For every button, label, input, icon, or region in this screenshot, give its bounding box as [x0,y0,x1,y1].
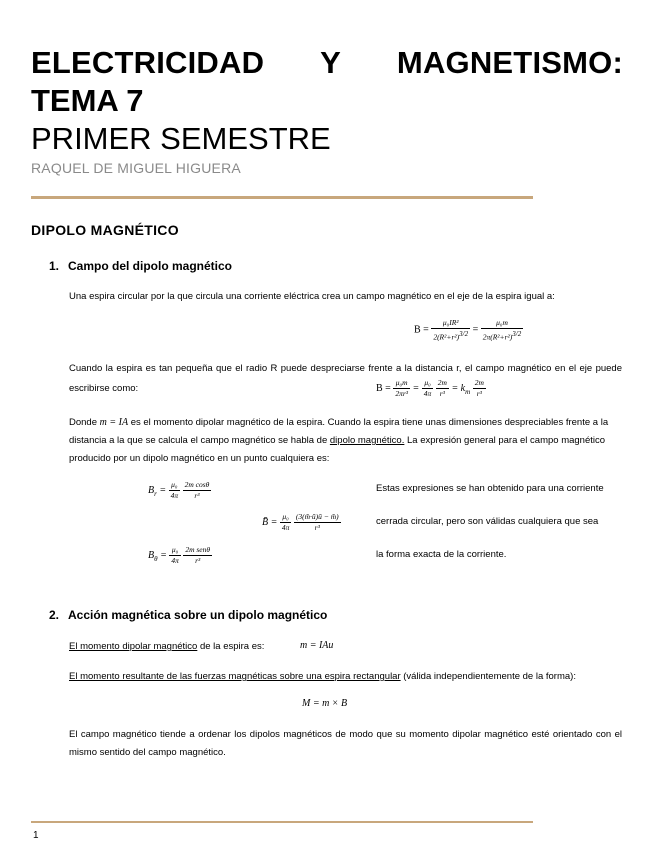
formula-torque: M = m × B [302,698,348,709]
formula-b-vector: B̄ = $\frac{\text{μ₀}}{4\pi}$ $\frac{(3(m̄\cdot ū)ū - m̄)}{\text{r³}}$ [262,512,339,532]
note-line-3: la forma exacta de la corriente. [376,549,507,560]
page-number: 1 [33,830,39,841]
sec2-heading: Acción magnética sobre un dipolo magnético [68,608,328,622]
header-divider [31,196,533,199]
document-title-line1 [31,44,623,82]
sec2-line-2 [69,668,576,686]
title-word-2: Y [320,45,341,80]
note-line-1: Estas expresiones se han obtenido para una corriente [376,483,604,494]
section-title: DIPOLO MAGNÉTICO [31,222,179,238]
formula-dipole-axis-field: B = $\frac{\text{μ₀m}}{\text{2πr³}}$ = $\frac{\text{μ₀}}{4\pi}$ $\frac{2m}{\text{r³}}$ = $k_m$ $\frac{2m}{\text{r³}}$ [376,378,484,398]
sec1-paragraph-2a: Cuando la espira es tan pequeña que el radio R puede despreciarse frente a la distancia r, el campo magnético en el eje puede [69,363,622,374]
author-name: RAQUEL DE MIGUEL HIGUERA [31,160,241,176]
document-subtitle: PRIMER SEMESTRE [31,121,331,156]
sec1-heading: Campo del dipolo magnético [68,259,233,273]
p3-rest: es el momento dipolar magnético de la espira. Cuando la espira tiene unas dimensiones despreciables frente a la [130,417,609,428]
sec2-paragraph-4a: El campo magnético tiende a ordenar los dipolos magnéticos de modo que su momento dipolar magnético esté orientado con el [69,729,622,740]
formula-moment: m = IAu [300,640,334,651]
l1-rest: de la espira es: [197,641,265,652]
sec2-line-1 [69,638,264,656]
formula-br: $B_r$ = $\frac{\text{μ₀}}{4\pi}$ $\frac{\text{2m cosθ}}{\text{r³}}$ [148,480,210,500]
sec1-paragraph-1: Una espira circular por la que circula una corriente eléctrica crea un campo magnético en el eje de la espira igual a: [69,291,555,302]
sec1-paragraph-3c: producido por un dipolo magnético en un punto cualquiera es: [69,453,330,464]
sec1-paragraph-3b [69,432,622,450]
sec2-number: 2. [49,608,60,622]
momento-resultante-link[interactable]: El momento resultante de las fuerzas magnéticas sobre una espira rectangular [69,671,401,682]
formula-loop-axis-field: B = $\frac{\text{μ₀IR²}}{2(R^2+r^2)^{3/2}}$ = $\frac{\text{μ₀m}}{2\pi(R^2+r^2)^{3/2}}$ [414,318,522,342]
document-title-line2: TEMA 7 [31,83,144,118]
footer-divider [31,821,533,823]
p3-math-moment: m = IA [99,417,129,428]
p3b-pre: distancia a la que se calcula el campo magnético se habla de [69,435,328,446]
dipolo-magnetico-link[interactable]: dipolo magnético. [329,435,405,446]
note-line-2: cerrada circular, pero son válidas cualquiera que sea [376,516,599,527]
sec1-paragraph-2b: escribirse como: [69,383,139,394]
p3b-post: La expresión general para el campo magnético [404,435,606,446]
sec1-number: 1. [49,259,60,273]
sec1-paragraph-3a [69,414,622,432]
title-word-1: ELECTRICIDAD [31,45,265,80]
formula-btheta: $B_\theta$ = $\frac{\text{μ₀}}{4\pi}$ $\frac{\text{2m senθ}}{\text{r³}}$ [148,545,211,565]
l2-rest: (válida independientemente de la forma): [400,671,576,682]
p3-prefix: Donde [69,417,97,428]
momento-dipolar-link[interactable]: El momento dipolar magnético [69,641,198,652]
sec2-paragraph-4b: mismo sentido del campo magnético. [69,747,226,758]
title-word-3: MAGNETISMO: [396,45,623,80]
